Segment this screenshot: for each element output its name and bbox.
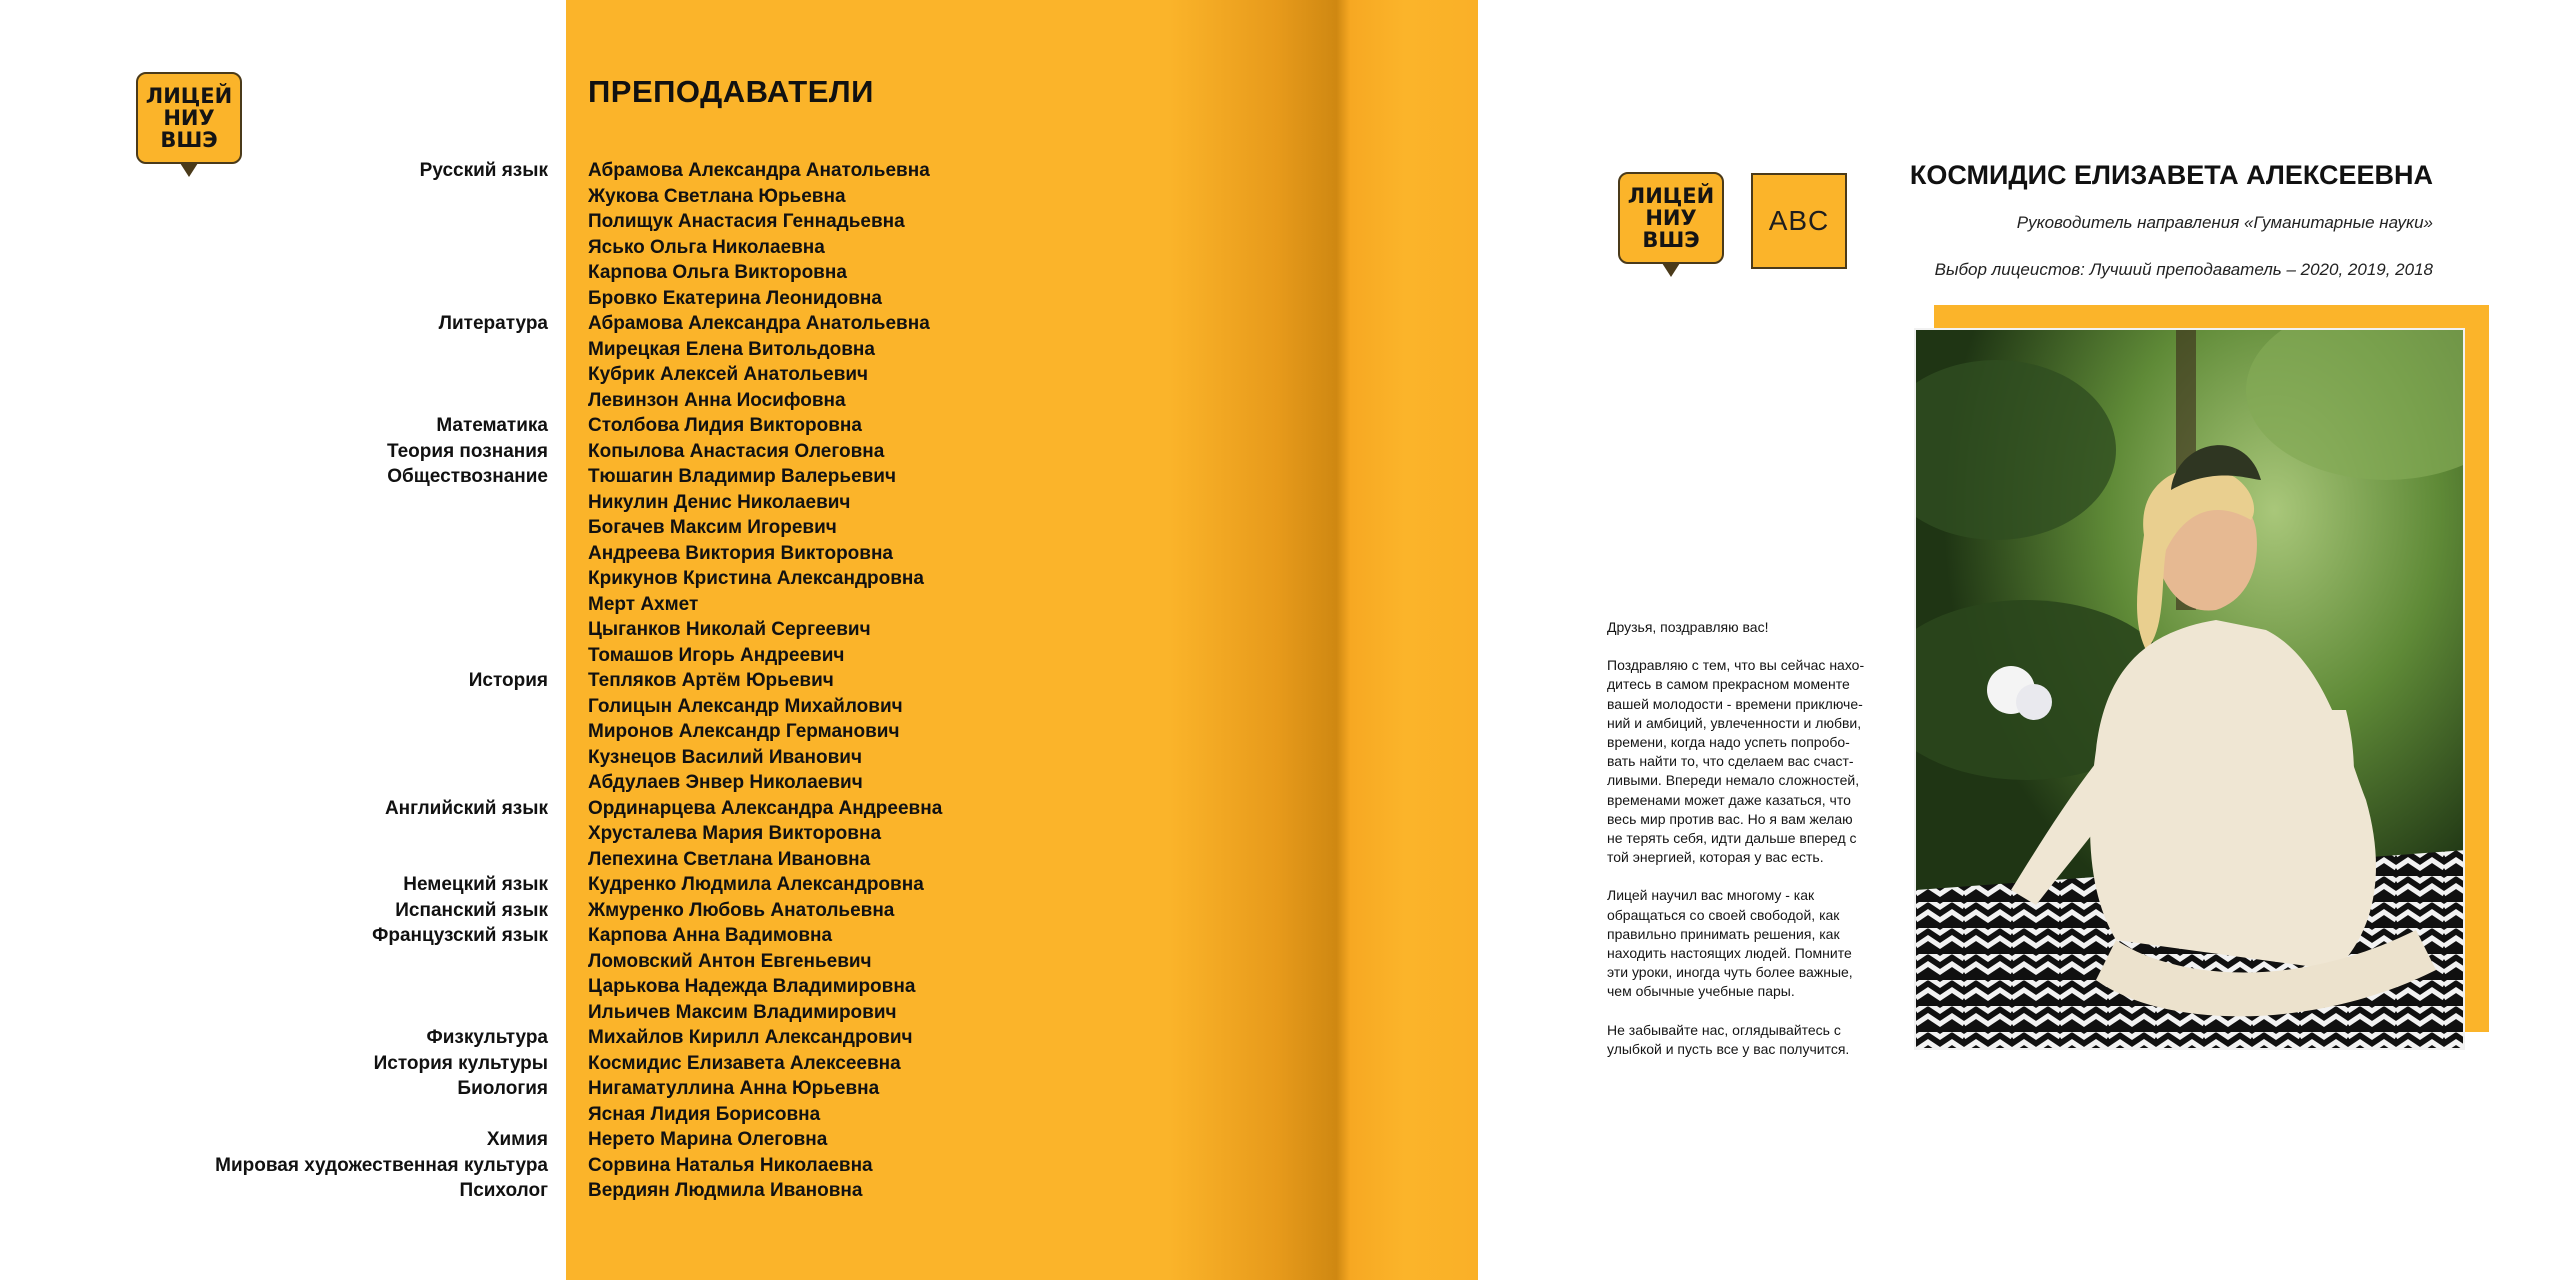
teacher-name-row: Андреева Виктория Викторовна [588, 542, 894, 564]
teacher-name-row: Миронов Александр Германович [588, 721, 900, 742]
teacher-name-row: Царькова Надежда Владимировна [588, 976, 916, 997]
letter-line: времени, когда надо успеть попробо- [1607, 734, 1850, 751]
abc-badge: ABC [1751, 173, 1847, 269]
letter-line: вашей молодости - времени приключе- [1607, 695, 1863, 712]
subject-social: Обществознание [387, 466, 548, 487]
teacher-name-row: Абрамова Александра Анатольевна [588, 313, 930, 334]
teacher-name-row: Томашов Игорь Андреевич [588, 644, 845, 666]
logo-line-2: НИУ [163, 106, 215, 130]
letter-line: обращаться со своей свободой, как [1607, 906, 1840, 923]
teacher-name-row: Хрусталева Мария Викторовна [588, 823, 882, 844]
teacher-name-row: Лепехина Светлана Ивановна [588, 848, 871, 870]
subject-tok: Теория познания [386, 440, 548, 462]
teacher-name-row: Нигаматуллина Анна Юрьевна [588, 1078, 880, 1099]
teacher-photo [1914, 328, 2465, 1050]
congratulation-letter [1607, 618, 1883, 1078]
teacher-name-row: Ильичев Максим Владимирович [588, 1001, 897, 1023]
letter-line: Не забывайте нас, оглядывайтесь с [1607, 1021, 1841, 1038]
lyceum-logo-right [1618, 172, 1724, 264]
subject-pe: Физкультура [426, 1027, 548, 1048]
teacher-name-row: Мирецкая Елена Витольдовна [588, 338, 875, 360]
letter-line: ний и амбиций, увлеченности и любви, [1607, 714, 1862, 731]
letter-line: улыбкой и пусть все у вас получится. [1607, 1040, 1850, 1057]
teacher-name-row: Копылова Анастасия Олеговна [588, 440, 885, 462]
subject-german: Немецкий язык [403, 874, 548, 895]
teacher-name-row: Михайлов Кирилл Александрович [588, 1027, 913, 1048]
teacher-name-row: Жмуренко Любовь Анатольевна [588, 899, 895, 921]
teacher-name-row: Жукова Светлана Юрьевна [588, 185, 846, 207]
teacher-name-row: Тюшагин Владимир Валерьевич [588, 466, 896, 487]
logo-line-1: ЛИЦЕЙ [1627, 184, 1715, 208]
teacher-name-row: Сорвина Наталья Николаевна [588, 1154, 873, 1176]
teacher-name-row: Ординарцева Александра Андреевна [588, 797, 943, 819]
letter-line: правильно принимать решения, как [1607, 925, 1840, 942]
subject-chemistry: Химия [486, 1129, 548, 1150]
teacher-name-row: Ломовский Антон Евгеньевич [588, 950, 872, 972]
teacher-photo-illustration [1916, 330, 2465, 1050]
subject-russian: Русский язык [419, 160, 548, 181]
featured-teacher-award: Выбор лицеистов: Лучший преподаватель – 2020, 2019, 2018 [1934, 260, 2433, 279]
subject-culture: История культуры [373, 1052, 548, 1074]
letter-line: весь мир против вас. Но я вам желаю [1607, 810, 1853, 827]
subject-spanish: Испанский язык [395, 899, 548, 921]
subject-french: Французский язык [372, 925, 548, 946]
teacher-name-row: Ясная Лидия Борисовна [588, 1103, 821, 1125]
letter-greeting: Друзья, поздравляю вас! [1607, 619, 1769, 635]
lyceum-logo [136, 72, 242, 164]
teacher-list [588, 158, 942, 1204]
letter-line: находить настоящих людей. Помните [1607, 945, 1852, 962]
teacher-name-row: Мерт Ахмет [588, 593, 699, 615]
featured-teacher-name: КОСМИДИС ЕЛИЗАВЕТА АЛЕКСЕЕВНА [1909, 160, 2433, 190]
teacher-name-row: Карпова Ольга Викторовна [588, 262, 847, 283]
letter-line: той энергией, которая у вас есть. [1607, 849, 1824, 866]
teacher-name-row: Вердиян Людмила Ивановна [588, 1180, 863, 1201]
letter-paragraph-1 [1607, 656, 1883, 867]
teacher-name-row: Голицын Александр Михайлович [588, 695, 903, 717]
letter-line: чем обычные учебные пары. [1607, 983, 1795, 1000]
letter-line: вать найти то, что сделаем вас счаст- [1607, 753, 1854, 770]
teacher-name-row: Бровко Екатерина Леонидовна [588, 287, 882, 309]
letter-line: дитесь в самом прекрасном моменте [1607, 676, 1850, 693]
letter-line: ливыми. Впереди немало сложностей, [1607, 772, 1860, 789]
teacher-name-row: Цыганков Николай Сергеевич [588, 619, 871, 640]
subject-psychologist: Психолог [459, 1180, 548, 1201]
teacher-name-row: Карпова Анна Вадимовна [588, 925, 833, 946]
letter-line: не терять себя, идти дальше вперед с [1607, 830, 1857, 847]
teacher-name-row: Крикунов Кристина Александровна [588, 568, 924, 589]
subject-math: Математика [436, 415, 548, 436]
letter-paragraph-3 [1607, 1021, 1883, 1059]
logo-line-2: НИУ [1645, 206, 1697, 230]
letter-paragraph-2 [1607, 886, 1883, 1001]
logo-line-1: ЛИЦЕЙ [145, 84, 233, 108]
logo-line-3: ВШЭ [1642, 228, 1700, 252]
subject-literature: Литература [438, 313, 548, 334]
letter-line: временами может даже казаться, что [1607, 791, 1851, 808]
featured-teacher-role: Руководитель направления «Гуманитарные науки» [2016, 213, 2433, 232]
teacher-name-row: Левинзон Анна Иосифовна [588, 389, 846, 411]
teacher-name-row: Столбова Лидия Викторовна [588, 415, 862, 436]
teacher-name-row: Нерето Марина Олеговна [588, 1129, 828, 1150]
subject-biology: Биология [457, 1078, 548, 1099]
page-title: ПРЕПОДАВАТЕЛИ [588, 74, 874, 109]
teacher-name-row: Никулин Денис Николаевич [588, 491, 851, 513]
letter-line: Поздравляю с тем, что вы сейчас нахо- [1607, 657, 1865, 674]
teacher-name-row: Кудренко Людмила Александровна [588, 874, 924, 895]
teacher-name-row: Кубрик Алексей Анатольевич [588, 364, 869, 385]
teacher-name-row: Богачев Максим Игоревич [588, 517, 837, 538]
teacher-name-row: Абрамова Александра Анатольевна [588, 160, 930, 181]
teacher-name-row: Абдулаев Энвер Николаевич [588, 772, 863, 793]
subject-history: История [468, 670, 548, 691]
subject-world-art: Мировая художественная культура [215, 1154, 548, 1176]
subject-english: Английский язык [384, 797, 548, 819]
teacher-name-row: Кузнецов Василий Иванович [588, 746, 863, 768]
teacher-name-row: Тепляков Артём Юрьевич [588, 670, 834, 691]
logo-line-3: ВШЭ [160, 128, 218, 152]
letter-line: Лицей научил вас многому - как [1607, 887, 1815, 904]
teacher-name-row: Ясько Ольга Николаевна [588, 236, 825, 258]
teacher-name-row: Полищук Анастасия Геннадьевна [588, 211, 905, 232]
letter-line: эти уроки, иногда чуть более важные, [1607, 964, 1853, 981]
teacher-name-row: Космидис Елизавета Алексеевна [588, 1052, 901, 1074]
